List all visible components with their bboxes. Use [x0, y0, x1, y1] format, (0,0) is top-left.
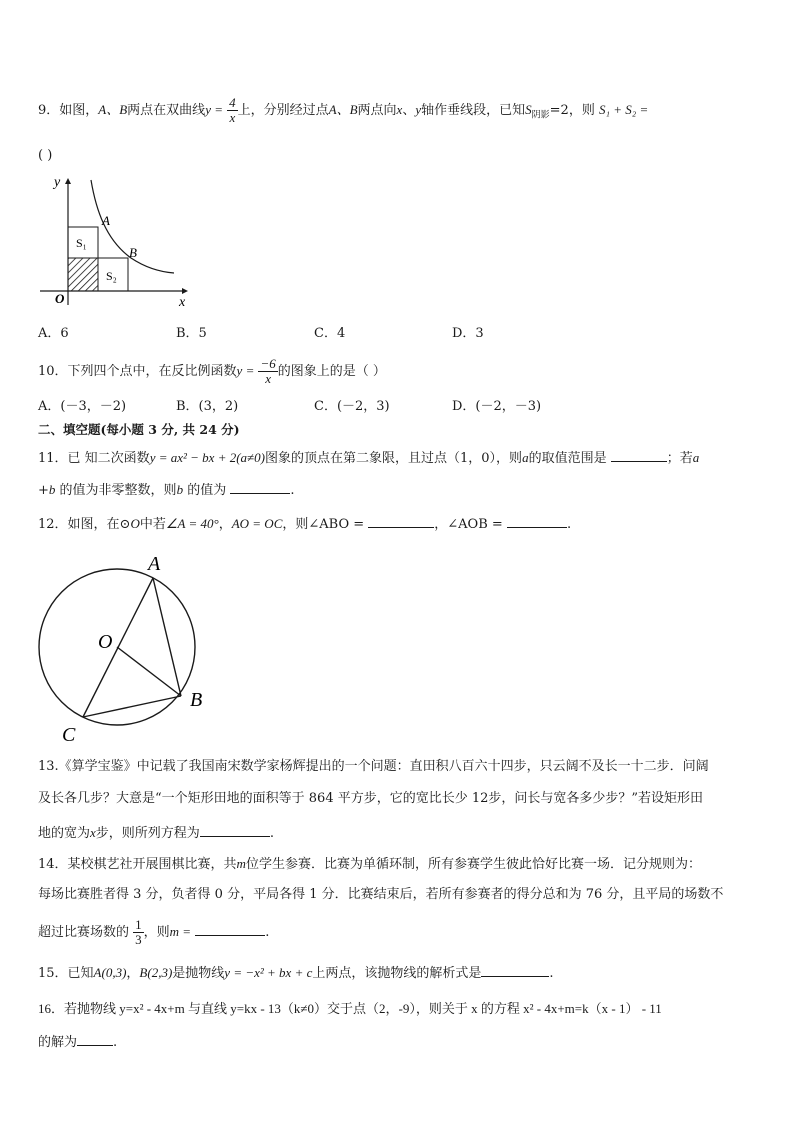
fraction-numerator: 4 [229, 95, 236, 110]
fraction-numerator: 1 [135, 917, 142, 932]
fraction-denominator: 3 [135, 932, 142, 947]
q9-var: y [415, 102, 422, 117]
q13-text: 步，则所列方程为 [95, 826, 200, 841]
q15-text: 上两点，该抛物线的解析式是 [312, 966, 482, 981]
q9-paren: ( ) [38, 148, 53, 163]
x-label: x [179, 295, 186, 310]
q10-text: 的图象上的是（ ） [277, 364, 386, 379]
point-c-label: C [62, 724, 76, 746]
q9-option-d[interactable]: D．3 [452, 326, 484, 341]
q9-text: 两点向 [357, 103, 397, 118]
q12-text: 中若 [139, 517, 166, 532]
q15-stem [38, 962, 554, 983]
answer-blank[interactable] [481, 962, 549, 977]
q13-line3 [38, 822, 274, 843]
point-a-label: A [102, 213, 110, 228]
q11-line2 [38, 479, 295, 500]
q9-eq-y: y = [205, 102, 223, 117]
q13-text: 地的宽为 [38, 826, 91, 841]
q11-var: a [692, 450, 700, 465]
shaded-rect [68, 258, 98, 291]
q12-equation: AO = OC [231, 516, 283, 531]
segment-cb [83, 696, 181, 717]
q12-text: . [566, 517, 572, 532]
q15-text: 15．已知 [38, 966, 94, 981]
q11-text: 11．已 知二次函数 [38, 451, 150, 466]
q16-line2 [38, 1031, 117, 1052]
q12-text: 12．如图，在⊙ [38, 517, 131, 532]
fraction-denominator: x [229, 110, 236, 125]
q13-line2: 及长各几步？大意是“一个矩形田地的面积等于 864 平方步，它的宽比长少 12步，问长与宽各多少步？”若设矩形田 [38, 791, 704, 806]
q11-text: + [38, 483, 49, 498]
q12-text: ，∠AOB = [434, 517, 503, 532]
answer-blank[interactable] [77, 1031, 113, 1046]
q11-text: 图象的顶点在第二象限，且过点（1，0），则 [265, 451, 523, 466]
answer-blank[interactable] [507, 513, 567, 528]
q11-text: ；若 [666, 451, 693, 466]
q9-stem [38, 96, 648, 125]
q12-text: ，则∠ABO = [282, 517, 365, 532]
q15-equation: y = −x² + bx + c [224, 965, 313, 980]
q14-text: . [265, 925, 270, 940]
q12-angle: ∠A = 40° [165, 516, 219, 531]
q9-sub: 阴影 [531, 110, 550, 121]
s2-label: S₂ [106, 269, 117, 283]
point-b-label: B [190, 689, 203, 711]
q13-var: x [90, 825, 96, 840]
q14-text: 位学生参赛．比赛为单循环制，所有参赛学生彼此恰好比赛一场．记分规则为： [245, 857, 701, 872]
q15-text: . [549, 966, 554, 981]
q11-text: 的值为非零整数，则 [59, 483, 177, 498]
q11-line1 [38, 447, 699, 468]
q9-text: 上，分别经过点 [237, 103, 329, 118]
q9-var: x [396, 102, 403, 117]
q11-text: . [290, 483, 295, 498]
q9-text: =2，则 [549, 103, 595, 118]
q12-figure [30, 548, 230, 748]
q14-line2: 每场比赛胜者得 3 分，负者得 0 分，平局各得 1 分．比赛结束后，若所有参赛者的得分总和为 76 分，且平局的场数不 [38, 887, 724, 902]
point-a-label: A [148, 553, 161, 575]
q9-option-b[interactable]: B．5 [176, 326, 207, 341]
section-heading: 二、填空题(每小题 3 分, 共 24 分) [38, 422, 240, 437]
q14-line1 [38, 855, 701, 874]
q15-point-a: A(0,3) [93, 965, 127, 980]
q15-point-b: B(2,3) [139, 965, 173, 980]
q10-stem [38, 357, 386, 386]
q16-text: . [113, 1035, 118, 1050]
answer-blank[interactable] [200, 822, 270, 837]
s1-label: S₁ [76, 236, 87, 250]
q15-text: ， [126, 966, 140, 981]
q9-expression: S₁ + S₂ = [598, 102, 649, 117]
q9-option-c[interactable]: C．4 [314, 326, 346, 341]
q14-var: m [236, 856, 246, 871]
q16-text: 的解为 [38, 1035, 78, 1050]
q9-figure [36, 170, 196, 310]
q9-text: 轴作垂线段，已知 [421, 103, 526, 118]
answer-blank[interactable] [611, 447, 667, 462]
point-b-label: B [129, 245, 137, 260]
q11-var: b [48, 482, 56, 497]
q9-fraction [227, 96, 238, 125]
fraction-denominator: x [265, 371, 272, 386]
point-o-label: O [98, 631, 113, 653]
q9-text: 9．如图， [38, 103, 99, 118]
y-label: y [54, 175, 61, 190]
q16-line1: 16．若抛物线 y=x² - 4x+m 与直线 y=kx - 13（k≠0）交于点（2，-9），则关于 x 的方程 x² - 4x+m=k（x - 1） - 11 [38, 1001, 662, 1016]
answer-blank[interactable] [230, 479, 290, 494]
q11-equation: y = ax² − bx + 2(a≠0) [149, 450, 266, 465]
q9-points: A、B [328, 102, 358, 117]
q11-var: b [176, 482, 184, 497]
y-axis-arrow [65, 178, 71, 184]
q12-text: ， [218, 517, 232, 532]
q11-text: 的值为 [187, 483, 227, 498]
q14-var: m = [169, 924, 192, 939]
origin-label: O [55, 291, 65, 306]
q14-text: ，则 [143, 925, 170, 940]
q10-option-b[interactable]: B．(3，2) [176, 399, 239, 414]
q13-line1: 13.《算学宝鉴》中记载了我国南宋数学家杨辉提出的一个问题：直田积八百六十四步，只云阔不及长一十二步．问阔 [38, 759, 709, 774]
q10-option-a[interactable]: A．(－3，－2) [38, 399, 127, 414]
q12-var: O [130, 516, 140, 531]
q13-text: . [269, 826, 274, 841]
q10-fraction [258, 357, 277, 386]
fraction-numerator: −6 [260, 356, 276, 371]
q11-var: a [522, 450, 529, 465]
q14-text: 超过比赛场数的 [38, 925, 130, 940]
q11-text: 的取值范围是 [528, 451, 607, 466]
q14-line3 [38, 918, 269, 947]
q10-text: 10．下列四个点中，在反比例函数 [38, 364, 237, 379]
q14-text: 14．某校棋艺社开展围棋比赛，共 [38, 857, 237, 872]
q12-stem [38, 513, 571, 534]
q10-eq-y: y = [236, 363, 255, 378]
q9-points: A、B [98, 102, 128, 117]
q9-text: 、 [402, 103, 416, 118]
answer-blank[interactable] [368, 513, 434, 528]
q9-var: S [525, 102, 532, 117]
q9-text: 两点在双曲线 [127, 103, 206, 118]
q10-option-d[interactable]: D．(－2，－3) [452, 399, 542, 414]
q14-fraction [133, 918, 144, 947]
x-axis-arrow [182, 288, 188, 294]
answer-blank[interactable] [195, 921, 265, 936]
q10-option-c[interactable]: C．(－2，3) [314, 399, 390, 414]
q15-text: 是抛物线 [172, 966, 225, 981]
q9-option-a[interactable]: A．6 [38, 326, 69, 341]
